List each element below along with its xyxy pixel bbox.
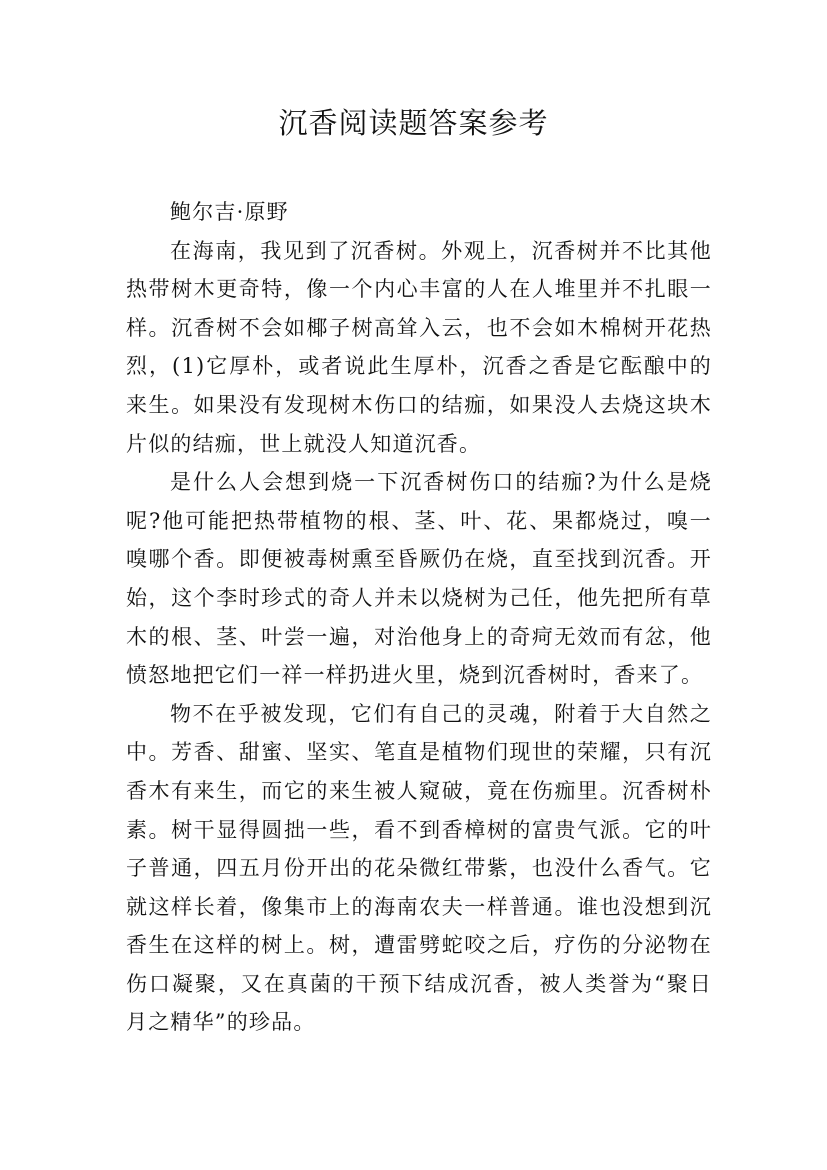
paragraph-1: 在海南，我见到了沉香树。外观上，沉香树并不比其他热带树木更奇特，像一个内心丰富的人在人堆里并不扎眼一样。沉香树不会如椰子树高耸入云，也不会如木棉树开花热烈，(1)它厚朴，或者说此生厚朴，沉香之香是它酝酿中的来生。如果没有发现树木伤口的结痂，如果没人去烧这块木片似的结痂，世上就没人知道沉香。 — [126, 238, 712, 456]
article-body — [126, 193, 712, 1042]
paragraph-3: 物不在乎被发现，它们有自己的灵魂，附着于大自然之中。芳香、甜蜜、坚实、笔直是植物们现世的荣耀，只有沉香木有来生，而它的来生被人窥破，竟在伤痂里。沉香树朴素。树干显得圆拙一些，看不到香樟树的富贵气派。它的叶子普通，四五月份开出的花朵微红带紫，也没什么香气。它就这样长着，像集市上的海南农夫一样普通。谁也没想到沉香生在这样的树上。树，遭雷劈蛇咬之后，疗伤的分泌物在伤口凝聚，又在真菌的干预下结成沉香，被人类誉为“聚日月之精华”的珍品。 — [126, 701, 712, 1035]
paragraph-2: 是什么人会想到烧一下沉香树伤口的结痂?为什么是烧呢?他可能把热带植物的根、茎、叶、花、果都烧过，嗅一嗅哪个香。即便被毒树熏至昏厥仍在烧，直至找到沉香。开始，这个李时珍式的奇人并未以烧树为己任，他先把所有草木的根、茎、叶尝一遍，对治他身上的奇疴无效而有忿，他愤怒地把它们一祥一样扔进火里，烧到沉香树时，香来了。 — [126, 470, 712, 688]
page-title: 沉香阅读题答案参考 — [278, 106, 549, 140]
author-line: 鲍尔吉·原野 — [170, 200, 289, 224]
